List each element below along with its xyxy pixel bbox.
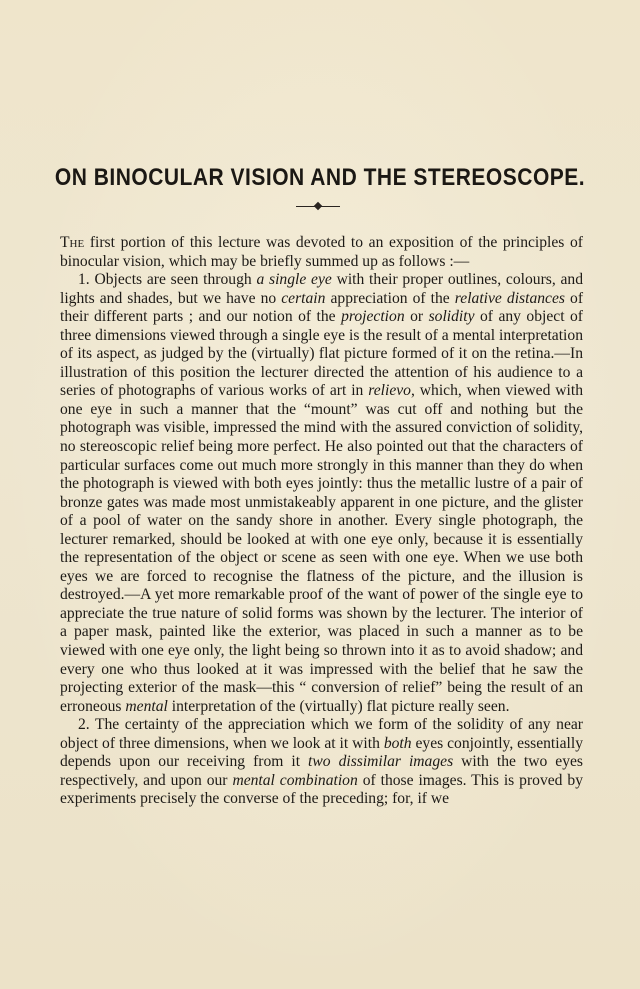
p1-seg-10: of any object of three dimensions viewed through a single eye is the result of a mental interpretation of its aspect, as judged by the (virtually) flat picture formed of it on the retina.—In illustration of this position the lecturer directed the attention of his audience to a series of photographs of various works of art in <box>60 308 583 400</box>
rule-diamond-ornament <box>314 202 322 210</box>
p1-seg-4: appreciation of the <box>325 289 455 307</box>
p1-emph-mental: mental <box>125 697 168 715</box>
p2-seg-4: with the two eyes respectively, and upon our <box>60 753 583 789</box>
p1-seg-12: , which, when viewed with one eye in such a manner that the “mount” was cut off and nothing but the photograph was visible, impressed the mind with the assured conviction of solidity, no stereoscopic relief being more perfect. He also pointed out that the characters of particular surfaces come out much more strongly in this manner than they do when the photograph is viewed with both eyes jointly: thus the metallic lustre of a pair of bronze gates was made most unmistakeably apparent in one picture, and the glister of a pool of water on the sandy shore in another. Every single photograph, the lecturer remarked, should be looked at with one eye only, because it is essentially the representation of the object or scene as seen with one eye. When we use both eyes we are forced to recognise the flatness of the picture, and the illusion is destroyed.—A yet more remarkable proof of the want of power of the single eye to appreciate the true nature of solid forms was shown by the lecturer. The interior of a paper mask, painted like the exterior, was placed in such a manner as to be viewed with one eye only, the light being so thrown into it as to avoid shadow; and every one who thus looked at it was impressed with the belief that he saw the projecting exterior of the mask—this “ conversion of relief” being the result of an erroneous <box>60 382 583 715</box>
p1-emph-relative-distances: relative distances <box>454 289 565 307</box>
p1-seg-14: interpretation of the (virtually) flat picture really seen. <box>167 697 510 715</box>
paragraph-point-1 <box>60 271 583 716</box>
paragraph-intro <box>60 234 583 271</box>
intro-text: first portion of this lecture was devoted to an exposition of the principles of binocular vision, which may be briefly summed up as follows :— <box>60 234 583 270</box>
p1-emph-relievo: relievo <box>368 382 411 400</box>
p1-seg-0: 1. Objects are seen through <box>78 271 257 289</box>
chapter-heading: ON BINOCULAR VISION AND THE STEREOSCOPE. <box>54 164 586 191</box>
p2-seg-0: 2. The certainty of the appreciation which we form of the solidity of any near object of three dimensions, when we look at it with <box>60 716 583 752</box>
p2-emph-both: both <box>383 734 412 752</box>
p1-seg-2: with their proper outlines, colours, and lights and shades, but we have no <box>60 271 584 307</box>
p1-seg-6: of their different parts ; and our notion of the <box>60 289 584 326</box>
p1-seg-8: or <box>404 308 429 326</box>
p2-emph-two-dissimilar-images: two dissimilar images <box>308 753 454 771</box>
intro-lead-word: The <box>60 234 85 251</box>
paragraph-point-2 <box>60 716 583 809</box>
p2-seg-6: of those images. This is proved by experiments precisely the converse of the preceding; for, if we <box>60 771 583 808</box>
p2-seg-2: eyes conjointly, essentially depends upon our receiving from it <box>60 734 583 771</box>
p1-emph-single-eye: a single eye <box>256 271 332 289</box>
p2-emph-mental-combination: mental combination <box>232 771 358 789</box>
p1-emph-solidity: solidity <box>428 308 475 326</box>
p1-emph-projection: projection <box>341 308 405 326</box>
p1-emph-certain: certain <box>281 289 326 307</box>
body-text <box>60 234 583 809</box>
